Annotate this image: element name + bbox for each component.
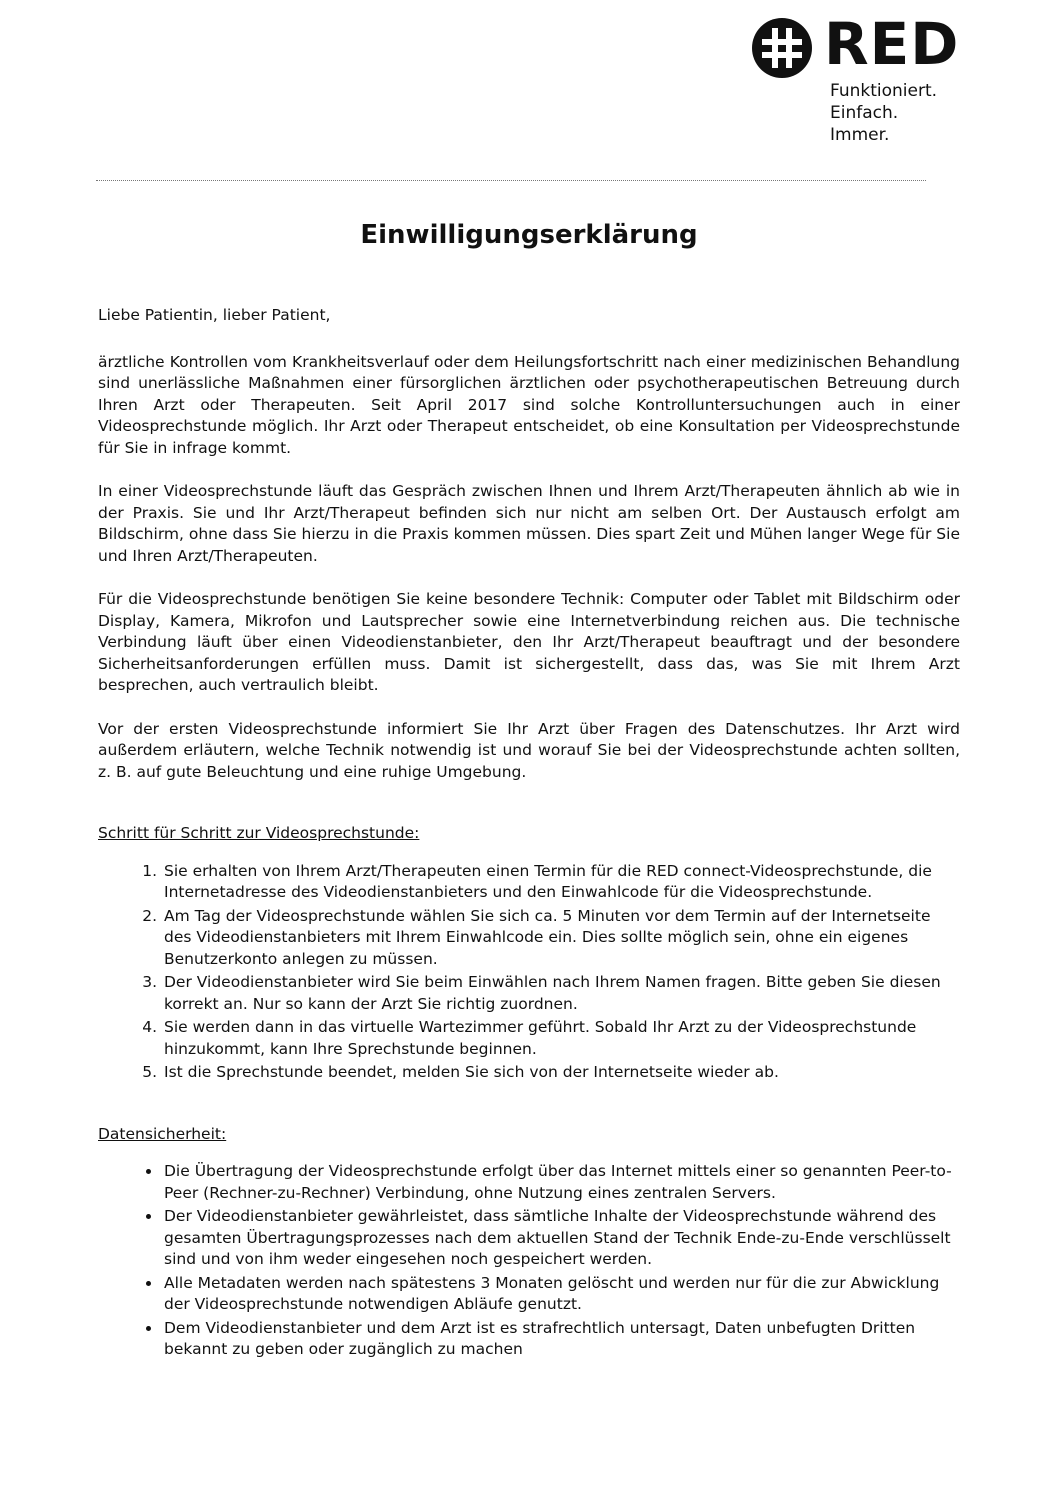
- security-heading: Datensicherheit:: [98, 1124, 227, 1143]
- tagline-line: Immer.: [830, 125, 890, 145]
- list-item: • Der Videodienstanbieter gewährleistet, dass sämtliche Inhalte der Videosprechstunde während des gesamten Übertragungsprozesses nach dem aktuellen Stand der Technik Ende-zu-Ende verschlüsselt sind und von ihm weder eingesehen noch gespeichert werden.: [162, 1206, 960, 1271]
- list-item: 1. Sie erhalten von Ihrem Arzt/Therapeuten einen Termin für die RED connect-Videosprechstunde, die Internetadresse des Videodienstanbieters und den Einwahlcode für die Videosprechstunde.: [162, 861, 960, 904]
- security-list: [98, 1161, 960, 1361]
- steps-list: [98, 861, 960, 1084]
- document-body: [98, 305, 960, 1363]
- list-item: • Die Übertragung der Videosprechstunde erfolgt über das Internet mittels einer so genannten Peer-to-Peer (Rechner-zu-Rechner) Verbindung, ohne Nutzung eines zentralen Servers.: [162, 1161, 960, 1204]
- paragraph: ärztliche Kontrollen vom Krankheitsverlauf oder dem Heilungsfortschritt nach einer medizinischen Behandlung sind unerlässliche Maßnahmen einer fürsorglichen ärztlichen oder psychotherapeutischen Betreuung durch Ihren Arzt oder Therapeuten. Seit April 2017 sind solche Kontrolluntersuchungen auch in einer Videosprechstunde möglich. Ihr Arzt oder Therapeut entscheidet, ob eine Konsultation per Videosprechstunde für Sie in infrage kommt.: [98, 352, 960, 457]
- list-item: • Alle Metadaten werden nach spätestens 3 Monaten gelöscht und werden nur für die zur Abwicklung der Videosprechstunde notwendigen Abläufe genutzt.: [162, 1273, 960, 1316]
- tagline: [830, 80, 937, 146]
- red-hash-icon: [750, 16, 814, 80]
- list-item: 2. Am Tag der Videosprechstunde wählen Sie sich ca. 5 Minuten vor dem Termin auf der Internetseite des Videodienstanbieters mit Ihrem Einwahlcode ein. Dies sollte möglich sein, ohne ein eigenes Benutzerkonto anlegen zu müssen.: [162, 906, 960, 971]
- paragraph: In einer Videosprechstunde läuft das Gespräch zwischen Ihnen und Ihrem Arzt/Therapeuten ähnlich ab wie in der Praxis. Sie und Ihr Arzt/Therapeut befinden sich nur nicht am selben Ort. Der Austausch erfolgt am Bildschirm, ohne dass Sie hierzu in die Praxis kommen müssen. Dies spart Zeit und Mühen langer Wege für Sie und Ihren Arzt/Therapeuten.: [98, 482, 960, 565]
- tagline-line: Funktioniert.: [830, 81, 938, 101]
- salutation: Liebe Patientin, lieber Patient,: [98, 306, 331, 324]
- tagline-line: Einfach.: [830, 103, 899, 123]
- list-item: 3. Der Videodienstanbieter wird Sie beim Einwählen nach Ihrem Namen fragen. Bitte geben Sie diesen korrekt an. Nur so kann der Arzt Sie richtig zuordnen.: [162, 972, 960, 1015]
- paragraph: Vor der ersten Videosprechstunde informiert Sie Ihr Arzt über Fragen des Datenschutzes. Ihr Arzt wird außerdem erläutern, welche Technik notwendig ist und worauf Sie bei der Videosprechstunde achten sollten, z. B. auf gute Beleuchtung und eine ruhige Umgebung.: [98, 719, 960, 781]
- steps-heading: Schritt für Schritt zur Videosprechstunde:: [98, 824, 420, 842]
- list-item: • Dem Videodienstanbieter und dem Arzt ist es strafrechtlich untersagt, Daten unbefugten Dritten bekannt zu geben oder zugänglich zu machen: [162, 1318, 960, 1361]
- list-item: 4. Sie werden dann in das virtuelle Wartezimmer geführt. Sobald Ihr Arzt zu der Videosprechstunde hinzukommt, kann Ihre Sprechstunde beginnen.: [162, 1017, 960, 1060]
- document-title: Einwilligungserklärung: [360, 220, 698, 250]
- list-item: 5. Ist die Sprechstunde beendet, melden Sie sich von der Internetseite wieder ab.: [162, 1062, 960, 1084]
- logo-wordmark: RED: [824, 10, 960, 78]
- paragraph: Für die Videosprechstunde benötigen Sie keine besondere Technik: Computer oder Tablet mit Bildschirm oder Display, Kamera, Mikrofon und Lautsprecher sowie eine Internetverbindung reichen aus. Die technische Verbindung läuft über einen Videodienstanbieter, den Ihr Arzt/Therapeut beauftragt und der besondere Sicherheitsanforderungen erfüllen muss. Damit ist sichergestellt, dass das, was Sie mit Ihrem Arzt besprechen, auch vertraulich bleibt.: [98, 590, 960, 694]
- header-divider: [96, 180, 926, 181]
